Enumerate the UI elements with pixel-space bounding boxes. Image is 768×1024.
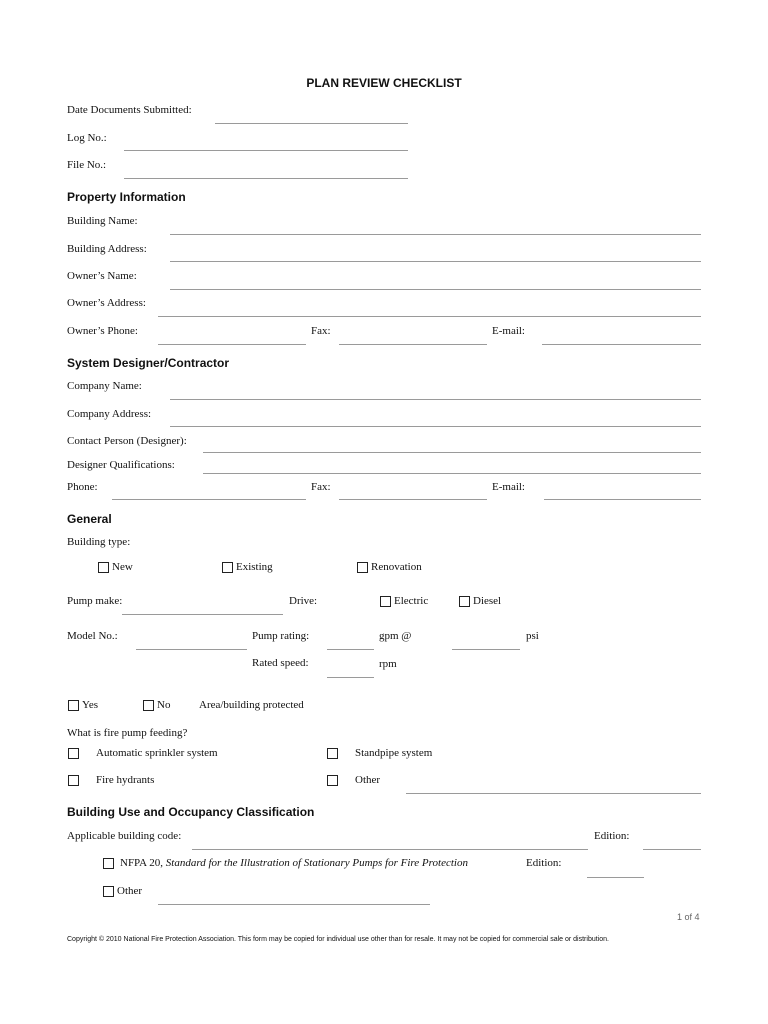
gpm-label: gpm @: [379, 630, 412, 642]
other-feeding-field[interactable]: [406, 793, 701, 794]
psi-label: psi: [526, 630, 539, 642]
owner-address-field[interactable]: [158, 316, 701, 317]
fire-pump-feeding-question: What is fire pump feeding?: [67, 727, 188, 739]
hydrants-checkbox[interactable]: [68, 775, 79, 786]
rated-speed-field[interactable]: [327, 677, 374, 678]
sprinkler-checkbox[interactable]: [68, 748, 79, 759]
building-name-field[interactable]: [170, 234, 701, 235]
other-feeding-label: Other: [355, 774, 381, 786]
edition-field[interactable]: [643, 849, 701, 850]
standpipe-label: Standpipe system: [355, 747, 433, 759]
company-name-label: Company Name:: [67, 380, 142, 392]
no-checkbox[interactable]: [143, 700, 154, 711]
standpipe-checkbox[interactable]: [327, 748, 338, 759]
existing-label: Existing: [236, 561, 273, 573]
nfpa20-label: [120, 857, 468, 869]
copyright-notice: Copyright © 2010 National Fire Protection Association. This form may be copied for individual use other than for resale. It may not be copied for commercial sale or distribution.: [67, 936, 609, 943]
electric-label: Electric: [394, 595, 429, 607]
owner-email-label: E-mail:: [492, 325, 525, 337]
designer-email-field[interactable]: [544, 499, 701, 500]
building-address-field[interactable]: [170, 261, 701, 262]
model-no-field[interactable]: [136, 649, 247, 650]
page-title: PLAN REVIEW CHECKLIST: [306, 76, 462, 90]
building-type-label: Building type:: [67, 536, 131, 548]
pump-make-field[interactable]: [122, 614, 283, 615]
owner-name-field[interactable]: [170, 289, 701, 290]
existing-checkbox[interactable]: [222, 562, 233, 573]
owner-fax-field[interactable]: [339, 344, 487, 345]
log-no-field[interactable]: [124, 150, 408, 151]
contact-person-field[interactable]: [203, 452, 701, 453]
nfpa20-edition-field[interactable]: [587, 877, 644, 878]
date-submitted-label: Date Documents Submitted:: [67, 104, 192, 116]
building-address-label: Building Address:: [67, 243, 147, 255]
nfpa20-standard-title: Standard for the Illustration of Stationary Pumps for Fire Protection: [165, 857, 468, 869]
rated-speed-label: Rated speed:: [252, 657, 309, 669]
owner-fax-label: Fax:: [311, 325, 331, 337]
nfpa20-edition-label: Edition:: [526, 857, 562, 869]
occupancy-heading: Building Use and Occupancy Classification: [67, 805, 315, 819]
other-code-checkbox[interactable]: [103, 886, 114, 897]
building-name-label: Building Name:: [67, 215, 138, 227]
pump-rating-gpm-field[interactable]: [327, 649, 374, 650]
electric-checkbox[interactable]: [380, 596, 391, 607]
log-no-label: Log No.:: [67, 132, 107, 144]
diesel-checkbox[interactable]: [459, 596, 470, 607]
file-no-field[interactable]: [124, 178, 408, 179]
edition-label: Edition:: [594, 830, 630, 842]
designer-qualifications-label: Designer Qualifications:: [67, 459, 175, 471]
nfpa20-checkbox[interactable]: [103, 858, 114, 869]
area-protected-label: Area/building protected: [199, 699, 304, 711]
owner-name-label: Owner’s Name:: [67, 270, 137, 282]
new-label: New: [112, 561, 133, 573]
yes-label: Yes: [82, 699, 99, 711]
designer-phone-field[interactable]: [112, 499, 306, 500]
owner-address-label: Owner’s Address:: [67, 297, 146, 309]
pump-rating-label: Pump rating:: [252, 630, 310, 642]
diesel-label: Diesel: [473, 595, 502, 607]
pump-rating-psi-field[interactable]: [452, 649, 520, 650]
rpm-label: rpm: [379, 658, 397, 670]
other-code-field[interactable]: [158, 904, 430, 905]
company-name-field[interactable]: [170, 399, 701, 400]
model-no-label: Model No.:: [67, 630, 118, 642]
new-checkbox[interactable]: [98, 562, 109, 573]
page-number: 1 of 4: [677, 912, 700, 922]
pump-make-label: Pump make:: [67, 595, 123, 607]
sprinkler-label: Automatic sprinkler system: [96, 747, 218, 759]
company-address-field[interactable]: [170, 426, 701, 427]
yes-checkbox[interactable]: [68, 700, 79, 711]
general-heading: General: [67, 512, 112, 526]
property-heading: Property Information: [67, 190, 186, 204]
owner-phone-field[interactable]: [158, 344, 306, 345]
contact-person-label: Contact Person (Designer):: [67, 435, 187, 447]
file-no-label: File No.:: [67, 159, 107, 171]
renovation-checkbox[interactable]: [357, 562, 368, 573]
nfpa20-prefix: NFPA 20,: [120, 857, 164, 869]
company-address-label: Company Address:: [67, 408, 152, 420]
owner-phone-label: Owner’s Phone:: [67, 325, 138, 337]
drive-label: Drive:: [289, 595, 318, 607]
no-label: No: [157, 699, 171, 711]
designer-heading: System Designer/Contractor: [67, 356, 230, 370]
designer-email-label: E-mail:: [492, 481, 525, 493]
designer-phone-label: Phone:: [67, 481, 98, 493]
renovation-label: Renovation: [371, 561, 422, 573]
designer-fax-field[interactable]: [339, 499, 487, 500]
date-submitted-field[interactable]: [215, 123, 408, 124]
designer-fax-label: Fax:: [311, 481, 331, 493]
owner-email-field[interactable]: [542, 344, 701, 345]
hydrants-label: Fire hydrants: [96, 774, 155, 786]
building-code-label: Applicable building code:: [67, 830, 182, 842]
designer-qualifications-field[interactable]: [203, 473, 701, 474]
other-code-label: Other: [117, 885, 143, 897]
building-code-field[interactable]: [192, 849, 588, 850]
other-feeding-checkbox[interactable]: [327, 775, 338, 786]
